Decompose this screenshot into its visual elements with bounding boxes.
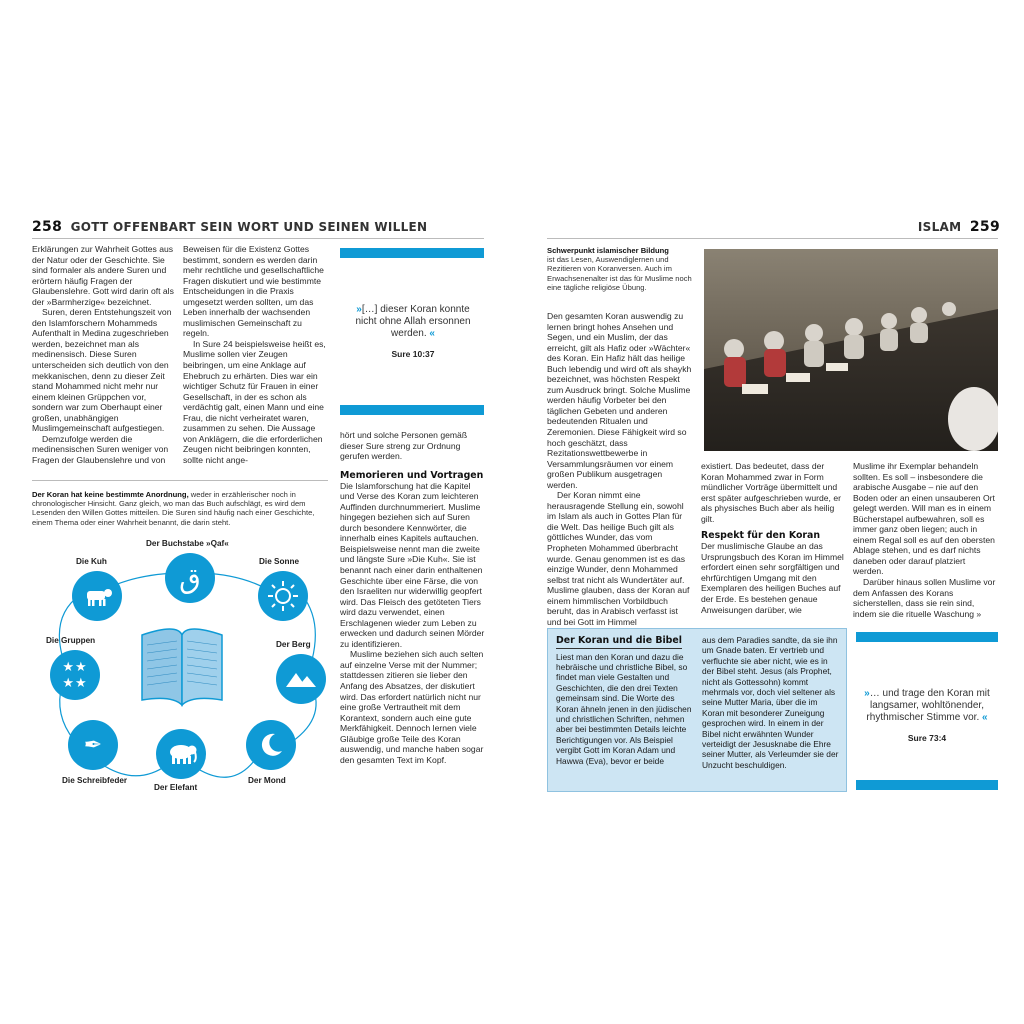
paragraph: Erklärungen zur Wahrheit Gottes aus der Natur oder der Geschichte. Sie sind formaler als andere Suren und erörtern häufig Fragen der Glaubenslehre. Gott wird darin oft als der »Barmherzige« bezeichnet.: [32, 244, 174, 307]
quote-text: […] dieser Koran konnte nicht ohne Allah ersonnen werden.: [355, 304, 471, 339]
left-column-3: [340, 430, 486, 765]
elephant-icon: [156, 729, 206, 779]
info-box-col-2: [702, 635, 840, 770]
left-column-2: [183, 244, 328, 465]
stars-icon: ★★ ★★: [50, 650, 100, 700]
quote-bar-bottom: [340, 405, 484, 415]
quote-bar-top-right: [856, 632, 998, 642]
section-heading: Memorieren und Vortragen: [340, 469, 484, 481]
quote-close-mark: «: [429, 328, 435, 339]
info-box-col-1: [556, 635, 696, 766]
quill-icon: ✒: [68, 720, 118, 770]
mountain-icon: [276, 654, 326, 704]
right-page-number: 259: [969, 219, 1000, 235]
caption-text: ist das Lesen, Auswendiglernen und Rezitieren von Koranversen. Auch im Erwachsenenalter ist das für Muslime noch eine tägliche religiöse Übung.: [547, 255, 692, 292]
quote-close-mark: «: [982, 712, 988, 723]
paragraph: aus dem Paradies sandte, da sie ihn um Gnade baten. Er vertrieb und verfluchte sie aber nicht, wie es in der Bibel steht. Jesus (als Prophet, nicht als Gottessohn) kommt mehrmals vor, doch viel seltener als seine Mutter Maria, über die im Koran mit besonderer Zuneigung gesprochen wird. In einem in der Bibel nicht erwähnten Wunder verteidigt der Jesusknabe die Ehre seiner Mutter, als Verleumder sie der Unzucht beschuldigen.: [702, 635, 839, 770]
label-sonne: Die Sonne: [259, 557, 300, 566]
paragraph: existiert. Das bedeutet, dass der Koran Mohammed zwar in Form mündlicher Vorträge übermittelt und erst später aufgeschrieben wurde, er als physisches Buch aber als heilig gilt.: [701, 461, 841, 524]
right-column-2: [701, 461, 846, 615]
paragraph: Suren, deren Entstehungszeit von den Islamforschern Mohammeds Aufenthalt in Medina zugeschrieben werden, bezeichnet man als medinensisch. Diese Suren unterscheiden sich deutlich von den mekkanischen, denn zu dieser Zeit stand Mohammed nicht mehr nur einem kleinen Grüppchen vor, sondern war zum Oberhaupt einer großen, unabhängigen Muslimgemeinschaft aufgestiegen.: [32, 307, 172, 434]
info-box-heading: Der Koran und die Bibel: [556, 636, 682, 649]
paragraph: In Sure 24 beispielsweise heißt es, Muslime sollen vier Zeugen beibringen, um eine Anklage auf Ehebruch zu erhärten. Dies war ein wichtiger Schutz für Frauen in einer Gesellschaft, in der es schon als verdächtig galt, einen Mann und eine Frau, die nicht verheiratet waren, zusammen zu sehen. Die Aussage von Anklägern, die die erforderlichen Zeugen nicht beibringen konnten, sollte nicht ange-: [183, 338, 326, 465]
photo-caption: [547, 246, 693, 292]
right-running-title: ISLAM: [917, 220, 962, 234]
paragraph: Die Islamforschung hat die Kapitel und Verse des Koran zum leichteren Auffinden durchnummeriert. Muslime hingegen beziehen sich auf Suren durch besondere Kennwörter, die innerhalb eines Kapitels auftauchen. Beispielsweise nennt man die zweite und längste Sure »Die Kuh«. Sie ist benannt nach einer darin enthaltenen Geschichte über eine Färse, die von den Israeliten nur widerwillig geopfert wird. Das Fleisch des getöteten Tiers wird dazu verwendet, einen Erschlagenen wieder zum Leben zu erwecken und dadurch seinen Mörder zu identifizieren.: [340, 480, 485, 649]
right-header-rule: [547, 238, 998, 239]
paragraph: hört und solche Personen gemäß dieser Sure streng zur Ordnung gerufen werden.: [340, 430, 468, 462]
arabic-letter-qaf-icon: ق: [165, 553, 215, 603]
quote-text: … und trage den Koran mit langsamer, wohltönender, rhythmischer Stimme vor.: [866, 688, 990, 723]
paragraph: Der Koran nimmt eine herausragende Stellung ein, sowohl im Islam als auch in Gottes Plan für die Welt. Das heilige Buch gilt als göttliches Wunder, das vom Propheten Mohammed überbracht wurde. Genau genommen ist es das einzige Wunder, denn Mohammed selbst trat nicht als Wundertäter auf. Muslime glauben, dass der Koran auf einem himmlischen Vorbildbuch beruht, das in Arabisch verfasst ist und bei Gott im Himmel: [547, 490, 690, 627]
open-book-illustration: [142, 629, 222, 705]
label-mond: Der Mond: [248, 776, 286, 785]
right-column-1: [547, 311, 693, 627]
quote-source: Sure 73:4: [907, 733, 947, 743]
cow-icon: [72, 571, 122, 621]
caption-bold: Der Koran hat keine bestimmte Anordnung,: [32, 490, 189, 499]
quote-source: Sure 10:37: [391, 349, 435, 359]
quote-bar-bottom-right: [856, 780, 998, 790]
section-heading: Respekt für den Koran: [701, 530, 821, 542]
paragraph: Muslime beziehen sich auch selten auf einzelne Verse mit der Nummer; stattdessen zitieren sie lieber den Anfang des Absatzes, der diskutiert wird. Das erfordert natürlich nicht nur eine große Vertrautheit mit dem Korantext, sondern auch eine gute Merkfähigkeit. Dennoch lernen viele Gläubige große Teile des Koran auswendig, und manche haben sogar den gesamten Text im Kopf.: [340, 649, 484, 765]
paragraph: Demzufolge werden die medinensischen Suren weniger von Fragen der Glaubenslehre und von: [32, 433, 169, 465]
left-running-title: GOTT OFFENBART SEIN WORT UND SEINEN WILLEN: [70, 220, 428, 234]
label-qaf: Der Buchstabe »Qaf«: [146, 539, 229, 548]
label-kuh: Die Kuh: [76, 557, 107, 566]
classroom-photo: [704, 249, 998, 451]
diagram-top-rule: [32, 480, 328, 481]
left-running-header: [32, 219, 427, 237]
left-page-number: 258: [32, 219, 63, 235]
label-gruppen: Die Gruppen: [46, 636, 96, 645]
paragraph: Den gesamten Koran auswendig zu lernen bringt hohes Ansehen und Segen, und ein Muslim, der das erreicht, gilt als Hafiz oder »Wächter« des Koran. Ein Hafiz hält das heilige Buch lebendig und wird oft als shaykh bezeichnet, was höchsten Respekt zum Ausdruck bringt. Solche Muslime werden häufig Vorbeter bei den täglichen Gebeten und anderen bedeutenden Ritualen und Zeremonien. Diese Fähigkeit wird so hoch geschätzt, dass Rezitationswettbewerbe in Versammlungsräumen vor einem großen Publikum ausgetragen werden.: [547, 311, 692, 490]
right-column-3: [853, 461, 998, 619]
sun-icon: [258, 571, 308, 621]
paragraph: Darüber hinaus sollen Muslime vor dem Anfassen des Korans sicherstellen, dass sie rein sind, indem sie die rituelle Waschung »: [853, 577, 996, 619]
paragraph: Liest man den Koran und dazu die hebräische und christliche Bibel, so findet man viele Gestalten und Geschichten, die den drei Texten gemeinsam sind. Die Worte des Koran ähneln jenen in den jüdischen und christlichen Schriften, nehmen aber bei bestimmten Details leichte Berichtigungen vor. Als Beispiel vergibt Gott im Koran Adam und Hawwa (Eva), bevor er beide: [556, 651, 692, 766]
quote-open-mark: »: [864, 688, 870, 699]
quote-open-mark: »: [356, 304, 362, 315]
moon-icon: [246, 720, 296, 770]
left-header-rule: [32, 238, 484, 239]
koran-diagram: [32, 535, 332, 805]
caption-bold: Schwerpunkt islamischer Bildung: [547, 246, 669, 255]
left-column-1: [32, 244, 174, 465]
quote-bar-top: [340, 248, 484, 258]
paragraph: Muslime ihr Exemplar behandeln sollten. Es soll – insbesondere die arabische Ausgabe – nie auf den Boden oder an einen unsauberen Ort gelegt werden. Will man es in einem Bücherstapel aufbewahren, soll es immer ganz oben liegen; auch in einem Regal soll es auf den obersten Ablage stehen, und es darf nichts daneben oder darauf platziert werden.: [853, 461, 995, 577]
info-box-koran-bibel: [547, 628, 847, 792]
diagram-caption: [32, 490, 328, 527]
right-running-header: [918, 219, 1000, 237]
pull-quote-left: [346, 304, 480, 360]
label-feder: Die Schreibfeder: [62, 776, 128, 785]
pull-quote-right: [856, 688, 998, 744]
label-berg: Der Berg: [276, 640, 311, 649]
label-elefant: Der Elefant: [154, 783, 198, 792]
caption-text: weder in erzählerischer noch in chronologischer Hinsicht. Ganz gleich, wo man das Buch aufschlägt, es wird dem Lesenden den Willen Gottes mitteilen. Die Suren sind häufig nach einer Geschichte, einem Thema oder einer Wahrheit benannt, die darin steht.: [32, 490, 315, 527]
paragraph: Der muslimische Glaube an das Ursprungsbuch des Koran im Himmel erfordert einen sehr sorgfältigen und ehrfürchtigen Umgang mit den Exemplaren des heiligen Buches auf der Erde. Es bestehen genaue Anweisungen darüber, wie: [701, 541, 844, 615]
paragraph: Beweisen für die Existenz Gottes bestimmt, sondern es werden darin mehr rechtliche und gesellschaftliche Fragen diskutiert und wie bestimmte Entscheidungen in die Praxis umgesetzt werden sollten, um das Leben innerhalb der wachsenden muslimischen Gemeinschaft zu regeln.: [183, 244, 324, 339]
